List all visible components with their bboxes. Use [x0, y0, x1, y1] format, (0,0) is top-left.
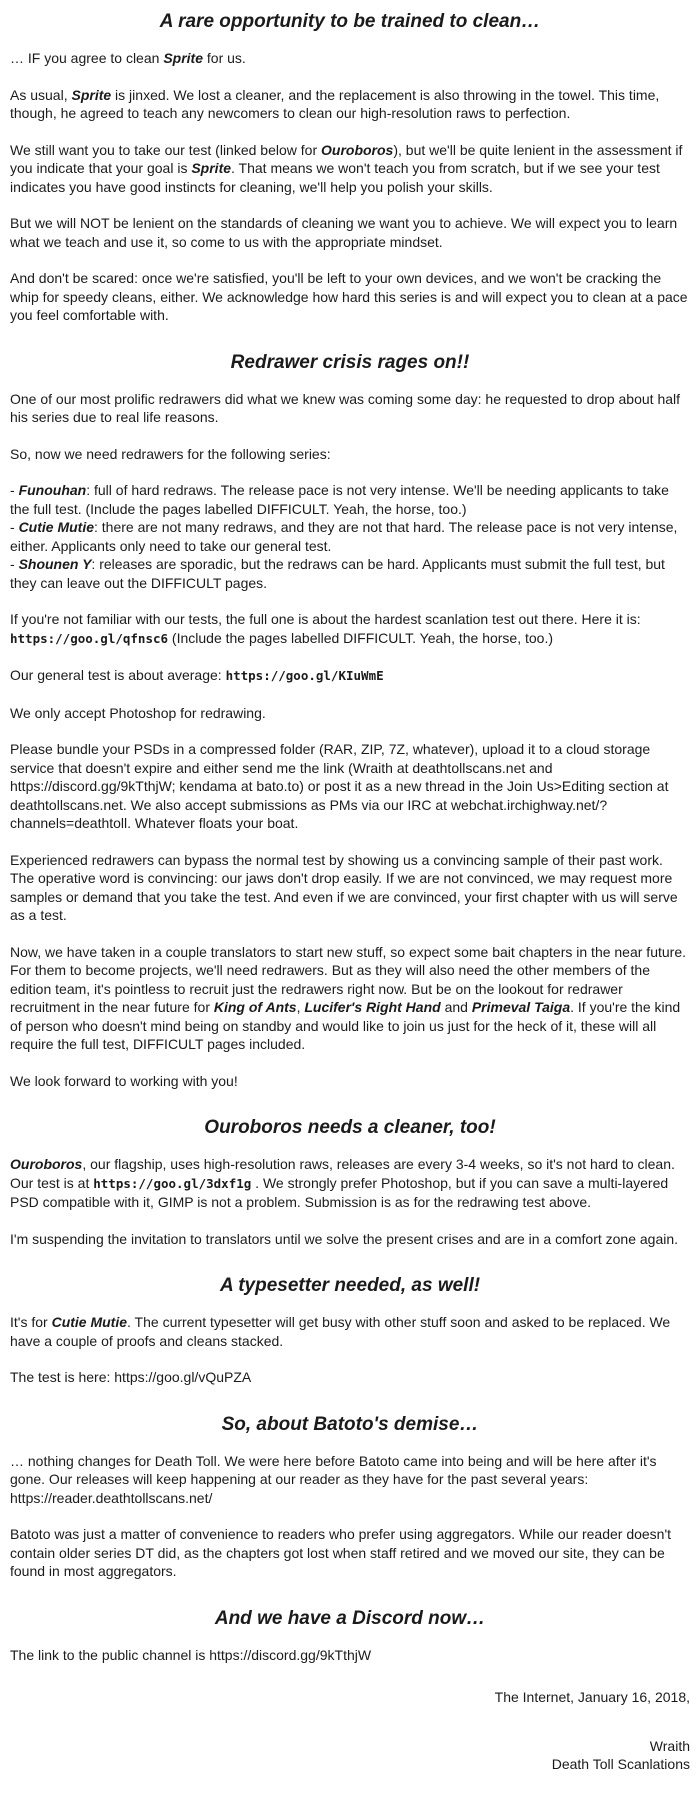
paragraph	[10, 610, 690, 648]
url-text: https://goo.gl/3dxf1g	[93, 1175, 252, 1191]
text-run: -	[10, 519, 19, 535]
text-run: So, now we need redrawers for the following series:	[10, 445, 331, 462]
emphasis-text: King of Ants	[213, 999, 297, 1015]
section-heading: Redrawer crisis rages on!!	[230, 351, 470, 373]
section-heading: And we have a Discord now…	[214, 1607, 486, 1629]
text-run: . The current typesetter will get busy with other stuff soon and asked to be replaced. We have a couple of proofs and cleans stacked.	[10, 1314, 671, 1349]
text-run: The link to the public channel is https://discord.gg/9kTthjW	[10, 1646, 372, 1663]
text-run: But we will NOT be lenient on the standards of cleaning we want you to achieve. We will expect you to learn what we teach and use it, so come to us with the appropriate mindset.	[10, 215, 678, 250]
signature-name: Wraith	[649, 1737, 690, 1754]
section-heading: A rare opportunity to be trained to clean…	[159, 11, 541, 32]
text-run: Experienced redrawers can bypass the normal test by showing us a convincing sample of their past work. The operative word is convincing: our jaws don't drop easily. If we are not convinced, we may request more samples or demand that you take the test. And even if we are convinced, your first chapter with us will serve as a test.	[10, 851, 678, 923]
text-run: Now, we have taken in a couple translators to start new stuff, so expect some bait chapters in the near future. For them to become projects, we'll need redrawers. But as they will also need the other members of the edition team, it's pointless to recruit just the redrawers right now. But be on the lookout for redrawer recruitment in the near future for	[10, 943, 686, 1015]
text-run: It's for	[10, 1314, 52, 1330]
section-heading: A typesetter needed, as well!	[219, 1275, 481, 1296]
document-footer	[10, 1688, 690, 1774]
text-run: We only accept Photoshop for redrawing.	[10, 704, 266, 721]
paragraph	[10, 1230, 690, 1249]
signature-group: Death Toll Scanlations	[551, 1756, 690, 1772]
paragraph	[10, 740, 690, 833]
paragraph	[10, 1155, 690, 1212]
paragraph	[10, 86, 690, 123]
text-run: ,	[296, 999, 305, 1015]
text-run: Batoto was just a matter of convenience to readers who prefer using aggregators. While our reader doesn't contain older series DT did, as the chapters got lost when staff retired and we moved our site, they can be found in most aggregators.	[10, 1526, 672, 1579]
text-run: is jinxed. We lost a cleaner, and the replacement is also throwing in the towel. This time, though, he agreed to teach any newcomers to clean our high-resolution raws to perfection.	[10, 86, 660, 121]
text-run: The test is here: https://goo.gl/vQuPZA	[10, 1369, 252, 1385]
paragraph	[10, 1368, 690, 1387]
emphasis-text: Cutie Mutie	[51, 1314, 128, 1330]
paragraph	[10, 555, 690, 592]
text-run: … IF you agree to clean	[10, 50, 164, 66]
dateline: The Internet, January 16, 2018,	[494, 1689, 690, 1705]
text-run: As usual,	[10, 86, 72, 103]
paragraph	[10, 518, 690, 555]
paragraph	[10, 704, 690, 723]
emphasis-text: Primeval Taiga	[471, 999, 571, 1015]
paragraph	[10, 1646, 690, 1665]
section-heading: So, about Batoto's demise…	[221, 1413, 479, 1435]
paragraph	[10, 943, 690, 1054]
paragraph	[10, 1452, 690, 1508]
paragraph	[10, 390, 690, 427]
text-run: If you're not familiar with our tests, the full one is about the hardest scanlation test out there. Here it is:	[10, 611, 641, 627]
text-run: -	[10, 556, 19, 572]
text-run: One of our most prolific redrawers did what we knew was coming some day: he requested to drop about half his series due to real life reasons.	[10, 390, 681, 425]
text-run: … nothing changes for Death Toll. We were here before Batoto came into being and will be here after it's gone. Our releases will keep happening at our reader as they have for the past several years: https://reader.deathtollscans.net/	[10, 1452, 657, 1506]
emphasis-text: Funouhan	[18, 482, 87, 498]
text-run: . We strongly prefer Photoshop, but if you can save a multi-layered PSD compatible with it, GIMP is not a problem. Submission is as for the redrawing test above.	[10, 1174, 669, 1210]
text-run: I'm suspending the invitation to translators until we solve the present crises and are in a comfort zone again.	[10, 1230, 679, 1247]
paragraph	[10, 481, 690, 518]
paragraph	[10, 445, 690, 464]
paragraph	[10, 851, 690, 925]
text-run: : there are not many redraws, and they are not that hard. The release pace is not very intense, either. Applicants only need to take our general test.	[10, 519, 678, 554]
text-run: We still want you to take our test (linked below for	[10, 141, 321, 158]
paragraph	[10, 1313, 690, 1350]
section-heading: Ouroboros needs a cleaner, too!	[204, 1117, 496, 1138]
text-run: Please bundle your PSDs in a compressed folder (RAR, ZIP, 7Z, whatever), upload it to a cloud storage service that doesn't expire and either send me the link (Wraith at deathtollscans.net and https://discord.gg/9kTthjW; kendama at bato.to) or post it as a new thread in the Join Us>Editing section at deathtollscans.net. We also accept submissions as PMs via our IRC at webchat.irchighway.net/?channels=deathtoll. Whatever floats your boat.	[10, 741, 669, 831]
text-run: (Include the pages labelled DIFFICULT. Yeah, the horse, too.)	[168, 629, 554, 646]
text-run: : full of hard redraws. The release pace is not very intense. We'll be needing applicants to take the full test. (Include the pages labelled DIFFICULT. Yeah, the horse, too.)	[10, 482, 669, 517]
paragraph	[10, 214, 690, 251]
text-run: . That means we won't teach you from scratch, but if we see your test indicates you have good instincts for cleaning, we'll help you polish your skills.	[10, 160, 660, 195]
paragraph	[10, 1525, 690, 1581]
text-run: And don't be scared: once we're satisfied, you'll be left to your own devices, and we won't be cracking the whip for speedy cleans, either. We acknowledge how hard this series is and will expect you to clean at a pace you feel comfortable with.	[10, 270, 688, 323]
url-text: https://goo.gl/qfnsc6	[10, 630, 169, 646]
text-run: ), but we'll be quite lenient in the assessment if you indicate that your goal is	[10, 141, 683, 176]
text-run: and	[440, 999, 472, 1015]
emphasis-text: Ouroboros	[10, 1156, 83, 1172]
emphasis-text: Shounen Y	[18, 556, 92, 572]
text-run: Our general test is about average:	[10, 667, 226, 683]
paragraph	[10, 1072, 690, 1091]
text-run: : releases are sporadic, but the redraws can be hard. Applicants must submit the full test, but they can leave out the DIFFICULT pages.	[10, 556, 665, 591]
text-run: for us.	[203, 50, 246, 66]
document-body	[10, 10, 690, 1664]
emphasis-text: Ouroboros	[321, 141, 394, 158]
paragraph	[10, 49, 690, 68]
paragraph	[10, 141, 690, 197]
text-run: -	[10, 482, 19, 498]
emphasis-text: Sprite	[71, 86, 112, 103]
emphasis-text: Sprite	[163, 50, 203, 66]
emphasis-text: Sprite	[191, 160, 232, 176]
emphasis-text: Cutie Mutie	[18, 519, 95, 535]
text-run: , our flagship, uses high-resolution raws, releases are every 3-4 weeks, so it's not hard to clean. Our test is at	[10, 1156, 675, 1191]
url-text: https://goo.gl/KIuWmE	[225, 668, 384, 683]
paragraph	[10, 666, 690, 686]
text-run: We look forward to working with you!	[10, 1072, 238, 1089]
text-run: . If you're the kind of person who doesn't mind being on standby and would like to join us just for the heck of it, these will all require the full test, DIFFICULT pages included.	[10, 999, 681, 1052]
paragraph	[10, 269, 690, 325]
emphasis-text: Lucifer's Right Hand	[304, 999, 441, 1015]
